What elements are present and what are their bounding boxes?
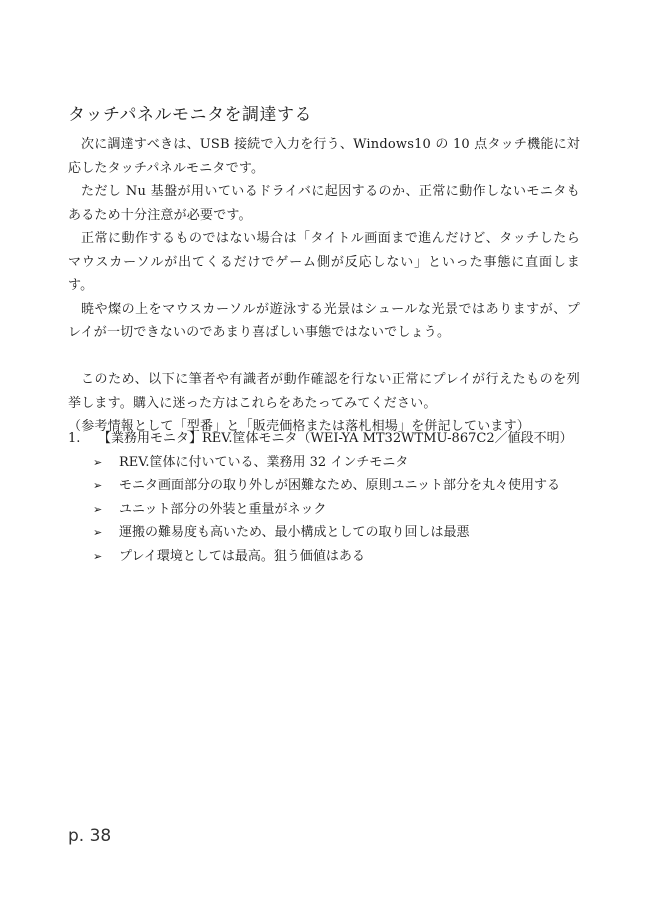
paragraph: 次に調達すべきは、USB 接続で入力を行う、Windows10 の 10 点タッチ機能に対応したタッチパネルモニタです。 [68,137,580,176]
bullet-item [68,474,588,498]
list-item-number: 1. [68,431,81,446]
bullet-text: REV.筐体に付いている、業務用 32 インチモニタ [119,454,409,470]
arrow-bullet-icon: ➢ [93,502,103,516]
paragraph: このため、以下に筆者や有識者が動作確認を行ない正常にプレイが行えたものを列挙します。購入に迷った方はこれらをあたってみてください。 [68,372,580,411]
list-item [68,427,588,451]
list-item-title: 【業務用モニタ】REV.筐体モニタ（WEI-YA MT32WTMU-867C2／値段不明） [98,431,573,446]
bullet-text: プレイ環境としては最高。狙う価値はある [119,548,365,564]
monitor-list [68,427,588,568]
note-paragraph: （参考情報として「型番」と「販売価格または落札相場」を併記しています） [68,419,531,434]
arrow-bullet-icon: ➢ [93,455,103,469]
bullet-item [68,451,588,475]
paragraph: 正常に動作するものではない場合は「タイトル画面まで進んだけど、タッチしたらマウスカーソルが出てくるだけでゲーム側が反応しない」といった事態に直面します。 [68,231,580,293]
arrow-bullet-icon: ➢ [93,526,103,539]
paragraph: ただし Nu 基盤が用いているドライバに起因するのか、正常に動作しないモニタもあるため十分注意が必要です。 [68,184,580,223]
bullet-item [68,498,588,522]
arrow-bullet-icon: ➢ [93,549,103,563]
bullet-item [68,521,588,545]
page-number: p. 38 [68,826,112,846]
bullet-text: モニタ画面部分の取り外しが困難なため、原則ユニット部分を丸々使用する [119,478,560,493]
bullet-item [68,545,588,569]
section-heading: タッチパネルモニタを調達する [68,105,312,125]
paragraph: 暁や燦の上をマウスカーソルが遊泳する光景はシュールな光景ではありますが、プレイが一切できないのであまり喜ばしい事態ではないでしょう。 [68,301,580,340]
body-text [68,133,580,439]
bullet-list [68,451,588,569]
arrow-bullet-icon: ➢ [93,479,103,492]
bullet-text: 運搬の難易度も高いため、最小構成としての取り回しは最悪 [119,525,470,540]
bullet-text: ユニット部分の外装と重量がネック [119,501,327,517]
